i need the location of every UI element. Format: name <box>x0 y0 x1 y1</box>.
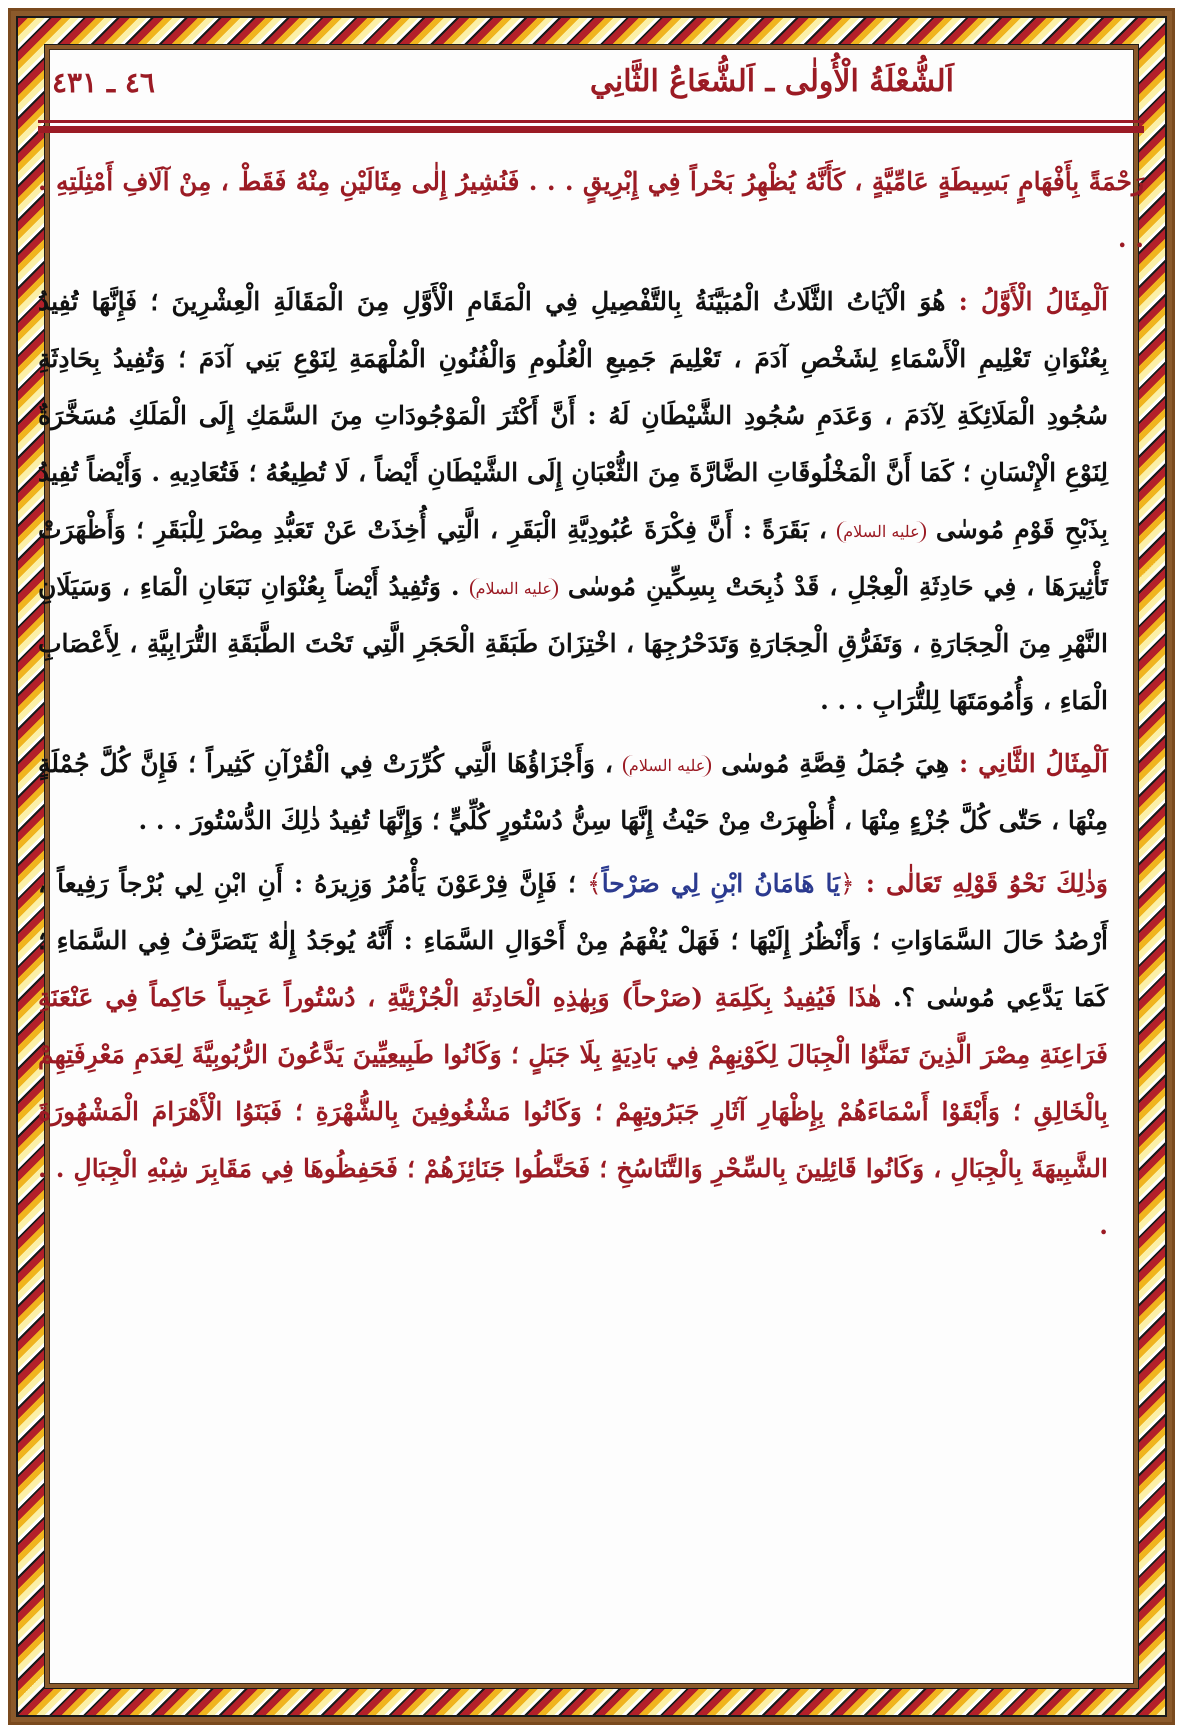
header-title: اَلشُّعْلَةُ الْأُولٰى ـ اَلشُّعَاعُ الثَّانِي <box>589 64 954 99</box>
verse-commentary: ؛ فَإِنَّ فِرْعَوْنَ يَأْمُرُ وَزِيرَهُ : أَنِ ابْنِ لِي بُرْجاً رَفِيعاً ، أَرْصُدُ حَالَ السَّمَاوَاتِ ؛ وَأَنْظُرُ إِلَيْهَا ؛ فَهَلْ يُفْهَمُ مِنْ أَحْوَالِ السَّمَاءِ : أَنَّهُ يُوجَدُ إِلٰهٌ يَتَصَرَّفُ فِي السَّمَاءِ ؛ كَمَا يَدَّعِي مُوسٰى ؟. <box>38 869 1108 1012</box>
example-1-text-a: هُوَ الْآيَاتُ الثَّلَاثُ الْمُبَيَّنَةُ بِالتَّفْصِيلِ فِي الْمَقَامِ الْأَوَّلِ مِنَ الْمَقَالَةِ الْعِشْرِينَ ؛ فَإِنَّهَا تُفِيدُ بِعُنْوَانِ تَعْلِيمِ الْأَسْمَاءِ لِشَخْصِ آدَمَ ، تَعْلِيمَ جَمِيعِ الْعُلُومِ وَالْفُنُونِ الْمُلْهَمَةِ لِنَوْعِ بَنِي آدَمَ ؛ وَتُفِيدُ بِحَادِثَةِ سُجُودِ الْمَلَائِكَةِ لِآدَمَ ، وَعَدَمِ سُجُودِ الشَّيْطَانِ لَهُ : أَنَّ أَكْثَرَ الْمَوْجُودَاتِ مِنَ السَّمَكِ إِلَى الْمَلَكِ مُسَخَّرَةٌ لِنَوْعِ الْإِنْسَانِ ؛ كَمَا أَنَّ الْمَخْلُوقَاتِ الضَّارَّةَ مِنَ الثُّعْبَانِ إِلَى الشَّيْطَانِ أَيْضاً ، لَا تُطِيعُهُ ؛ فَتُعَادِيهِ . وَأَيْضاً تُفِيدُ بِذَبْحِ قَوْمِ مُوسٰى <box>38 287 1108 544</box>
verse-conclusion: هٰذَا فَيُفِيدُ بِكَلِمَةِ (صَرْحاً) وَبِهٰذِهِ الْحَادِثَةِ الْجُزْئِيَّةِ ، دُسْتُوراً عَجِيباً حَاكِماً فِي عَنْعَنَةِ فَرَاعِنَةِ مِصْرَ الَّذِينَ تَمَنَّوُا الْجِبَالَ لِكَوْنِهِمْ فِي بَادِيَةٍ بِلَا جَبَلٍ ؛ وَكَانُوا طَبِيعِيِّينَ يَدَّعُونَ الرُّبُوبِيَّةَ لِعَدَمِ مَعْرِفَتِهِمْ بِالْخَالِقِ ؛ وَأَبْقَوْا أَسْمَاءَهُمْ بِإِظْهَارِ آثَارِ جَبَرُوتِهِمْ ؛ وَكَانُوا مَشْغُوفِينَ بِالشُّهْرَةِ ؛ فَبَنَوُا الْأَهْرَامَ الْمَشْهُورَةَ الشَّبِيهَةَ بِالْجِبَالِ ، وَكَانُوا قَائِلِينَ بِالسِّحْرِ وَالتَّنَاسُخِ ؛ فَحَنَّطُوا جَنَائِزَهُمْ ؛ فَحَفِظُوهَا فِي مَقَابِرَ شِبْهِ الْجِبَالِ . . . <box>38 983 1108 1240</box>
example-2-text-a: هِيَ جُمَلُ قِصَّةِ مُوسٰى <box>721 749 950 778</box>
rule-thick <box>38 126 1144 133</box>
page-content <box>38 60 1144 1693</box>
example-1-paragraph <box>38 273 1144 729</box>
example-1-text-b: ، بَقَرَةً : أَنَّ فِكْرَةَ عُبُودِيَّةِ الْبَقَرِ ، الَّتِي أُخِذَتْ عَنْ تَعَبُّدِ مِصْرَ لِلْبَقَرِ ؛ وَأَظْهَرَتْ تَأْثِيرَهَا ، فِي حَادِثَةِ الْعِجْلِ ، قَدْ ذُبِحَتْ بِسِكِّينِ مُوسٰى <box>38 515 1108 601</box>
example-2-label: اَلْمِثَالُ الثَّانِي : <box>959 749 1108 778</box>
quran-verse: يَا هَامَانُ ابْنِ لِي صَرْحاً <box>601 869 841 898</box>
body-text <box>38 153 1144 1254</box>
verse-paragraph <box>38 855 1144 1254</box>
honorific-icon: عليه السلام <box>470 578 558 600</box>
example-1-label: اَلْمِثَالُ الْأَوَّلُ : <box>958 287 1108 316</box>
rule-thin <box>38 120 1144 123</box>
running-header <box>38 60 1144 112</box>
ornamental-bracket-open-icon: ﴿ <box>840 869 855 898</box>
example-2-paragraph <box>38 735 1144 849</box>
verse-lead: وَذٰلِكَ نَحْوُ قَوْلِهِ تَعَالٰى : <box>865 869 1108 898</box>
honorific-icon: عليه السلام <box>623 755 711 777</box>
intro-paragraph: رَحْمَةً بِأَفْهَامٍ بَسِيطَةٍ عَامِّيَّةٍ ، كَأَنَّهُ يُظْهِرُ بَحْراً فِي إِبْرِيقٍ . . . فَنُشِيرُ إِلٰى مِثَالَيْنِ مِنْهُ فَقَطْ ، مِنْ آلَافِ أَمْثِلَتِهِ . . . <box>38 167 1144 253</box>
ornamental-bracket-close-icon: ﴾ <box>587 869 602 898</box>
example-2-text-b: ، وَأَجْزَاؤُهَا الَّتِي كُرِّرَتْ فِي الْقُرْآنِ كَثِيراً ؛ فَإِنَّ كُلَّ جُمْلَةٍ مِنْهَا ، حَتّٰى كُلَّ جُزْءٍ مِنْهَا ، أُظْهِرَتْ مِنْ حَيْثُ إِنَّهَا سِنُّ دُسْتُورٍ كُلِّيٍّ ؛ وَإِنَّهَا تُفِيدُ ذٰلِكَ الدُّسْتُورَ . . . <box>38 749 1108 835</box>
header-double-rule <box>38 120 1144 133</box>
page-range: ٤٦ ـ ٤٣١ <box>52 66 155 99</box>
honorific-icon: عليه السلام <box>837 521 925 543</box>
example-1-text-c: . وَتُفِيدُ أَيْضاً بِعُنْوَانِ نَبَعَانِ الْمَاءِ ، وَسَيَلَانِ النَّهْرِ مِنَ الْحِجَارَةِ ، وَتَفَرُّقِ الْحِجَارَةِ وَتَدَحْرُجِهَا ، اخْتِزَانَ طَبَقَةِ الْحَجَرِ الَّتِي تَحْتَ الطَّبَقَةِ التُّرَابِيَّةِ ، لِأَعْصَابِ الْمَاءِ ، وَأُمُومَتَهَا لِلتُّرَابِ . . . <box>38 572 1108 715</box>
